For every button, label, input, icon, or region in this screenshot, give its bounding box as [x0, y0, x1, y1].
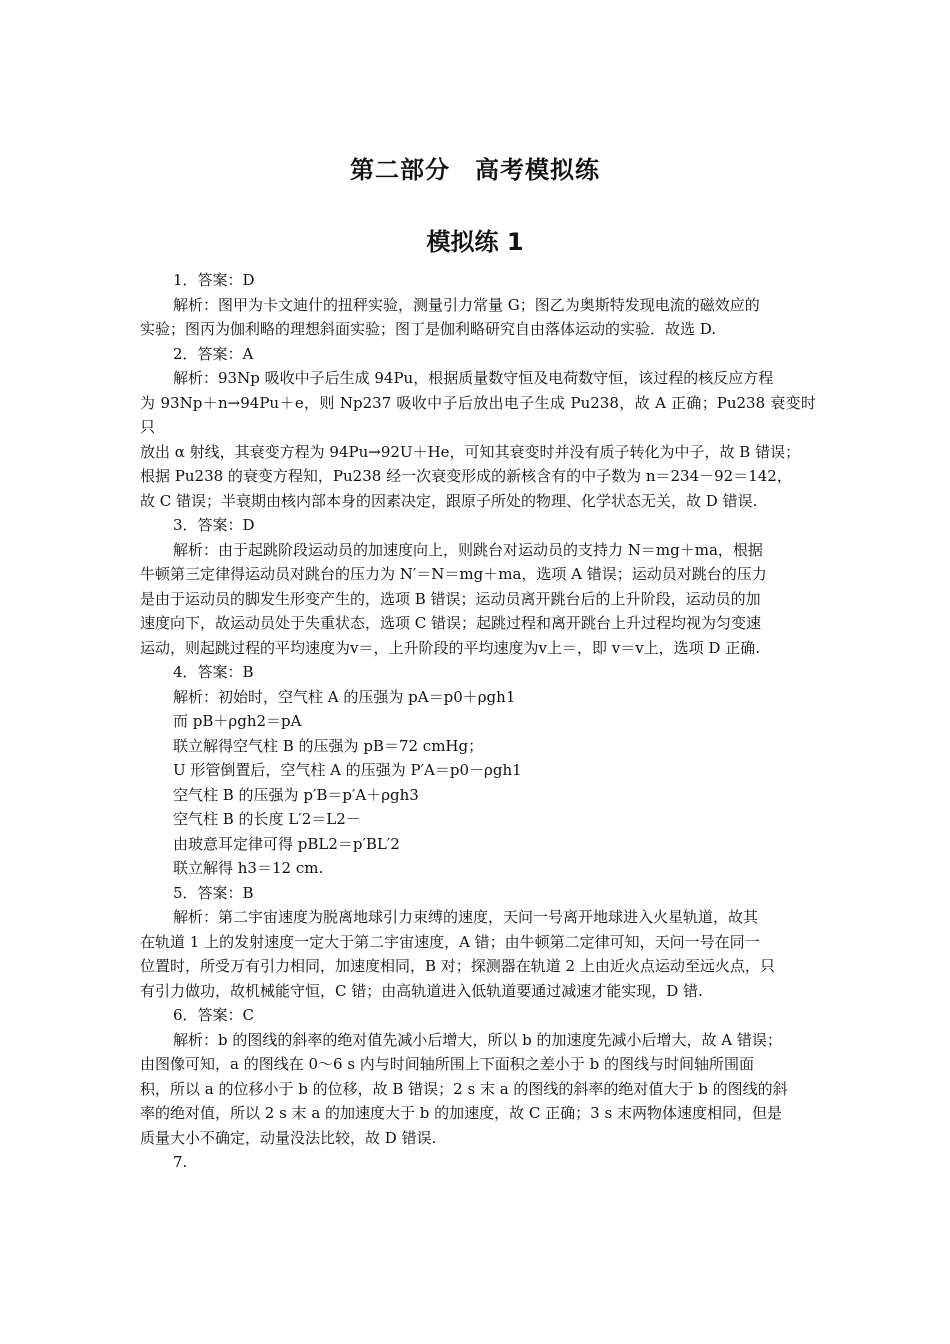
- q3-analysis-cont: 牛顿第三定律得运动员对跳台的压力为 N′＝N＝mg＋ma，选项 A 错误；运动员对跳台的压力: [140, 565, 767, 583]
- q6-analysis-cont: 质量大小不确定，动量没法比较，故 D 错误.: [140, 1128, 437, 1147]
- q3-analysis-cont: 运动，则起跳过程的平均速度为v＝，上升阶段的平均速度为v上＝，即 v＝v上，选项 D 正确.: [140, 638, 760, 657]
- q2-analysis-cont: 放出 α 射线，其衰变方程为 94Pu→92U＋He，可知其衰变时并没有质子转化为中子，故 B 错误；: [140, 442, 801, 461]
- q5-analysis-cont: 有引力做功，故机械能守恒，C 错；由高轨道进入低轨道要通过减速才能实现，D 错.: [140, 981, 703, 1000]
- q3-analysis: 解析：由于起跳阶段运动员的加速度向上，则跳台对运动员的支持力 N＝mg＋ma，根据: [173, 540, 763, 559]
- q6-analysis-cont: 积，所以 a 的位移小于 b 的位移，故 B 错误；2 s 末 a 的图线的斜率的绝对值大于 b 的图线的斜: [140, 1079, 788, 1098]
- q1-analysis: 解析：图甲为卡文迪什的扭秤实验，测量引力常量 G；图乙为奥斯特发现电流的磁效应的: [173, 295, 760, 314]
- answer-content: [140, 268, 816, 1175]
- q4-equation: 由玻意耳定律可得 pBL2＝p′BL′2: [173, 834, 400, 853]
- q4-answer: 4．答案：B: [173, 663, 254, 681]
- q6-answer: 6．答案：C: [173, 1006, 255, 1024]
- q2-analysis-cont: 为 93Np＋n→94Pu＋e，则 Np237 吸收中子后放出电子生成 Pu238，故 A 正确；Pu238 衰变时只: [140, 393, 816, 436]
- q6-analysis: 解析：b 的图线的斜率的绝对值先减小后增大，所以 b 的加速度先减小后增大，故 A 错误；: [173, 1030, 782, 1049]
- q2-analysis-cont: 故 C 错误；半衰期由核内部本身的因素决定，跟原子所处的物理、化学状态无关，故 D 错误.: [140, 491, 758, 510]
- q4-equation: 联立解得 h3＝12 cm.: [173, 859, 324, 877]
- q5-analysis-cont: 在轨道 1 上的发射速度一定大于第二宇宙速度，A 错；由牛顿第二定律可知，天问一号在同一: [140, 932, 760, 951]
- q3-answer: 3．答案：D: [173, 516, 255, 534]
- analysis-label: 解析：: [173, 908, 219, 926]
- q4-equation: 而 pB＋ρgh2＝pA: [173, 712, 302, 730]
- q6-analysis-cont: 由图像可知，a 的图线在 0～6 s 内与时间轴所围上下面积之差小于 b 的图线与时间轴所围面: [140, 1055, 754, 1073]
- q7-number: 7.: [173, 1153, 188, 1171]
- q3-analysis-cont: 速度向下，故运动员处于失重状态，选项 C 错误；起跳过程和离开跳台上升过程均视为匀变速: [140, 614, 762, 632]
- q2-answer: 2．答案：A: [173, 344, 254, 363]
- q6-analysis-cont: 率的绝对值，所以 2 s 末 a 的加速度大于 b 的加速度，故 C 正确；3 s 末两物体速度相同，但是: [140, 1104, 782, 1122]
- analysis-label: 解析：: [173, 369, 219, 387]
- q2-analysis-cont: 根据 Pu238 的衰变方程知，Pu238 经一次衰变形成的新核含有的中子数为 n＝234－92＝142，: [140, 467, 792, 485]
- q3-analysis-cont: 是由于运动员的脚发生形变产生的，选项 B 错误；运动员离开跳台后的上升阶段，运动员的加: [140, 589, 761, 608]
- q4-equation: U 形管倒置后，空气柱 A 的压强为 P′A＝p0－ρgh1: [173, 761, 522, 779]
- q5-analysis-cont: 位置时，所受万有引力相同，加速度相同，B 对；探测器在轨道 2 上由近火点运动至远火点，只: [140, 957, 775, 975]
- q5-analysis: 解析：第二宇宙速度为脱离地球引力束缚的速度，天问一号离开地球进入火星轨道，故其: [173, 908, 759, 926]
- part-title: 第二部分 高考模拟练: [350, 156, 600, 184]
- section-title: 模拟练 1: [426, 228, 524, 256]
- analysis-label: 解析：: [173, 295, 219, 314]
- q1-analysis-cont: 实验；图丙为伽利略的理想斜面实验；图丁是伽利略研究自由落体运动的实验．故选 D.: [140, 320, 717, 338]
- q4-equation: 空气柱 B 的压强为 p′B＝p′A＋ρgh3: [173, 785, 419, 804]
- q2-analysis: 解析：93Np 吸收中子后生成 94Pu，根据质量数守恒及电荷数守恒，该过程的核反应方程: [173, 369, 774, 387]
- q1-answer: 1．答案：D: [173, 271, 255, 289]
- q4-equation: 空气柱 B 的长度 L′2＝L2－: [173, 810, 361, 828]
- q4-analysis: 解析：初始时，空气柱 A 的压强为 pA＝p0＋ρgh1: [173, 687, 516, 706]
- q5-answer: 5．答案：B: [173, 883, 254, 902]
- analysis-label: 解析：: [173, 1030, 219, 1049]
- q4-equation: 联立解得空气柱 B 的压强为 pB＝72 cmHg；: [173, 736, 484, 755]
- analysis-label: 解析：: [173, 687, 219, 706]
- analysis-label: 解析：: [173, 540, 219, 559]
